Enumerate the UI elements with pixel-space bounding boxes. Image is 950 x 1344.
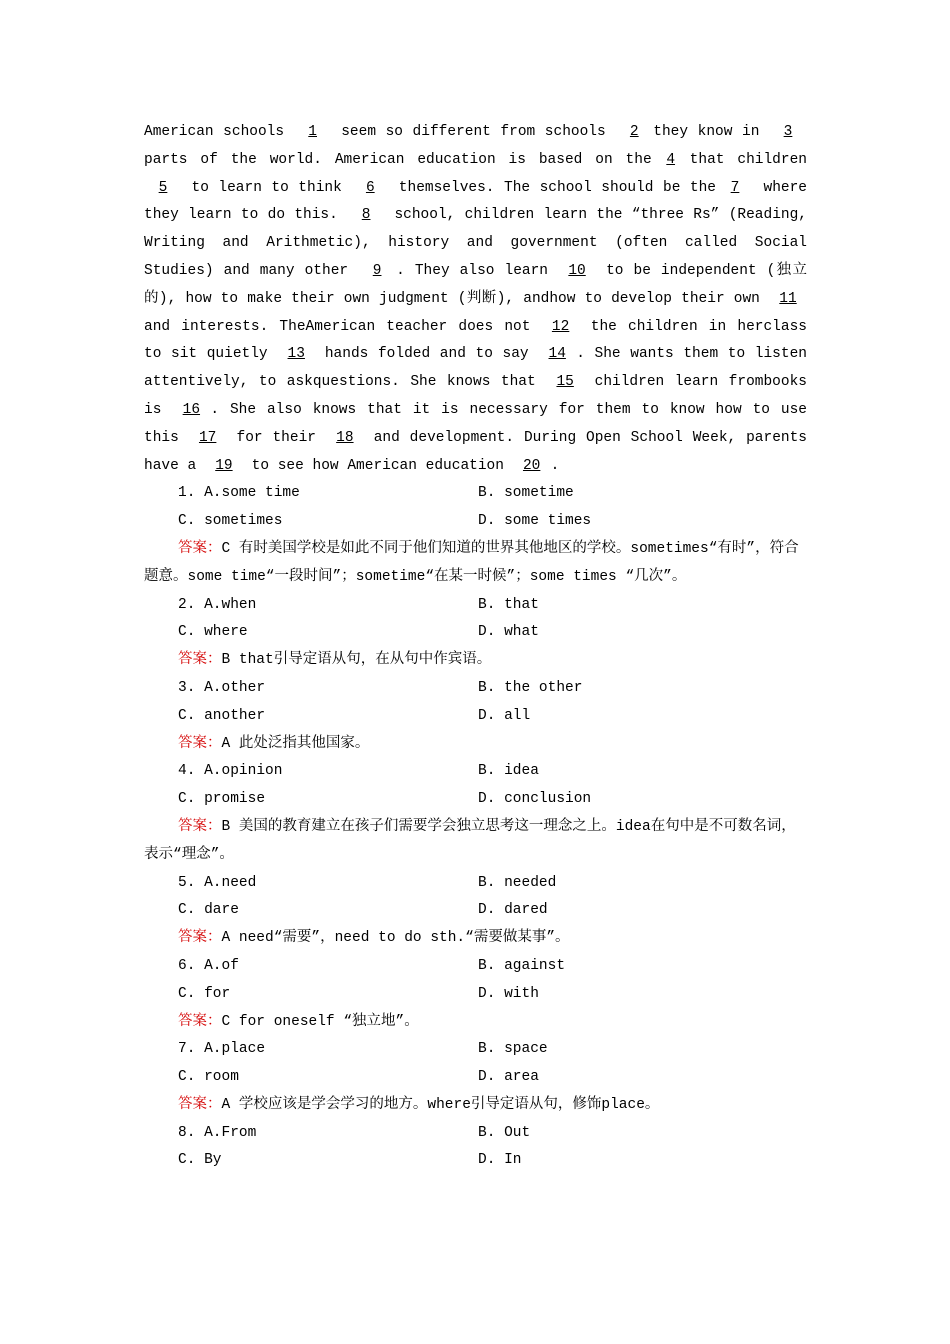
option-b: B. Out bbox=[478, 1124, 531, 1141]
cloze-passage bbox=[144, 119, 807, 480]
question-7-row-ab bbox=[144, 1036, 807, 1064]
answer-text: C for oneself “独立地”。 bbox=[221, 1013, 419, 1030]
answer-text: B 美国的教育建立在孩子们需要学会独立思考这一理念之上。idea在句中是不可数名词，表示“理念”。 bbox=[144, 818, 796, 863]
option-d: D. In bbox=[478, 1152, 522, 1169]
option-d: D. all bbox=[478, 707, 531, 724]
option-a: 5. A.need bbox=[178, 874, 257, 891]
passage-text: school, children learn the “three Rs” (Reading, Writing and Arithmetic), history and government (often called Social Studies) and many other bbox=[144, 207, 808, 279]
blank-19: 19 bbox=[215, 457, 233, 474]
blank-13: 13 bbox=[287, 346, 305, 363]
option-a: 7. A.place bbox=[178, 1041, 266, 1058]
question-6-row-cd bbox=[144, 981, 807, 1009]
passage-text: children learn frombooks is bbox=[144, 374, 807, 418]
blank-5: 5 bbox=[158, 179, 168, 196]
question-4-row-cd bbox=[144, 786, 807, 814]
passage-text: . She wants them to listen attentively, to askquestions. She knows that bbox=[144, 346, 807, 391]
answer-label: 答案： bbox=[178, 1096, 222, 1113]
option-b: B. that bbox=[478, 596, 539, 613]
option-b: B. idea bbox=[478, 763, 539, 780]
question-5-row-cd bbox=[144, 897, 807, 925]
question-3-row-ab bbox=[144, 675, 807, 703]
option-d: D. what bbox=[478, 624, 539, 641]
answer-text: A need“需要”，need to do sth.“需要做某事”。 bbox=[221, 930, 570, 947]
option-c: C. room bbox=[178, 1069, 239, 1086]
passage-text: and interests. TheAmerican teacher does not bbox=[144, 318, 542, 335]
answer-label: 答案： bbox=[178, 930, 222, 947]
blank-2: 2 bbox=[629, 124, 639, 140]
question-5-row-ab bbox=[144, 870, 807, 898]
question-4-row-ab bbox=[144, 758, 807, 786]
question-6-row-ab bbox=[144, 953, 807, 981]
option-b: B. the other bbox=[478, 679, 583, 696]
passage-text: themselves. The school should be the bbox=[389, 179, 716, 196]
passage-text: to be independent (独立的), how to make their own judgment (判断), andhow to develop their own bbox=[144, 262, 807, 307]
blank-7: 7 bbox=[730, 179, 740, 196]
question-7-row-cd bbox=[144, 1064, 807, 1092]
option-a: 6. A.of bbox=[178, 957, 239, 974]
passage-text: . She also knows that it is necessary for them to know how to use this bbox=[144, 401, 807, 446]
answer-label: 答案： bbox=[178, 652, 222, 669]
option-a: 8. A.From bbox=[178, 1124, 257, 1141]
answer-text: A 此处泛指其他国家。 bbox=[221, 735, 370, 752]
answer-label: 答案： bbox=[178, 540, 222, 557]
blank-3: 3 bbox=[783, 124, 793, 140]
option-c: C. another bbox=[178, 707, 266, 724]
answer-1 bbox=[144, 536, 807, 592]
passage-text: and development. During Open School Week, parents have a bbox=[144, 429, 808, 474]
blank-16: 16 bbox=[182, 401, 201, 418]
blank-12: 12 bbox=[551, 318, 570, 335]
answer-4 bbox=[144, 814, 807, 870]
option-a: 2. A.when bbox=[178, 596, 257, 613]
passage-text: they know in bbox=[653, 124, 769, 140]
passage-text: where they learn to do this. bbox=[144, 179, 808, 224]
blank-17: 17 bbox=[198, 429, 217, 446]
question-2-row-ab bbox=[144, 592, 807, 620]
option-b: B. sometime bbox=[478, 485, 574, 502]
option-d: D. conclusion bbox=[478, 791, 592, 808]
option-b: B. against bbox=[478, 957, 566, 974]
blank-11: 11 bbox=[779, 290, 797, 307]
answer-label: 答案： bbox=[178, 1013, 222, 1030]
blank-20: 20 bbox=[522, 457, 541, 474]
option-a: 4. A.opinion bbox=[178, 763, 283, 780]
blank-15: 15 bbox=[556, 374, 574, 391]
option-c: C. promise bbox=[178, 791, 266, 808]
passage-text: . bbox=[550, 457, 560, 474]
option-a: 3. A.other bbox=[178, 679, 266, 696]
blank-18: 18 bbox=[336, 429, 354, 446]
passage-text: that children bbox=[689, 151, 807, 168]
option-c: C. sometimes bbox=[178, 513, 283, 530]
passage-text: for their bbox=[226, 429, 326, 446]
blank-9: 9 bbox=[372, 262, 382, 279]
option-a: 1. A.some time bbox=[178, 485, 300, 502]
answer-7 bbox=[144, 1092, 807, 1120]
document-page bbox=[144, 119, 807, 1175]
answer-6 bbox=[144, 1009, 807, 1037]
answer-2 bbox=[144, 647, 807, 675]
answer-5 bbox=[144, 925, 807, 953]
passage-text: to learn to think bbox=[182, 179, 352, 196]
answer-label: 答案： bbox=[178, 818, 222, 835]
passage-text: the children in herclass to sit quietly bbox=[144, 318, 807, 363]
question-8-row-ab bbox=[144, 1120, 807, 1148]
question-3-row-cd bbox=[144, 703, 807, 731]
question-1-row-ab bbox=[144, 480, 807, 508]
option-c: C. for bbox=[178, 985, 231, 1002]
passage-text: seem so different from schools bbox=[331, 124, 616, 140]
answer-text: A 学校应该是学会学习的地方。where引导定语从句，修饰place。 bbox=[221, 1096, 660, 1113]
passage-text: American schools bbox=[144, 124, 294, 140]
answer-text: B that引导定语从句，在从句中作宾语。 bbox=[221, 652, 492, 669]
answer-3 bbox=[144, 731, 807, 759]
passage-text: hands folded and to say bbox=[315, 346, 539, 363]
passage-text: . They also learn bbox=[396, 262, 559, 279]
question-8-row-cd bbox=[144, 1147, 807, 1175]
blank-10: 10 bbox=[568, 262, 586, 279]
option-c: C. where bbox=[178, 624, 248, 641]
passage-text: parts of the world. American education is based on the bbox=[144, 151, 652, 168]
option-d: D. with bbox=[478, 985, 539, 1002]
blank-1: 1 bbox=[308, 124, 317, 140]
option-d: D. some times bbox=[478, 513, 592, 530]
blank-4: 4 bbox=[666, 151, 676, 168]
option-d: D. dared bbox=[478, 902, 548, 919]
answer-label: 答案： bbox=[178, 735, 222, 752]
passage-text: to see how American education bbox=[242, 457, 513, 474]
blank-8: 8 bbox=[361, 207, 371, 224]
blank-6: 6 bbox=[365, 179, 375, 196]
option-d: D. area bbox=[478, 1069, 539, 1086]
question-1-row-cd bbox=[144, 508, 807, 536]
question-2-row-cd bbox=[144, 619, 807, 647]
option-b: B. needed bbox=[478, 874, 557, 891]
option-b: B. space bbox=[478, 1041, 548, 1058]
answer-text: C 有时美国学校是如此不同于他们知道的世界其他地区的学校。sometimes“有时”，符合题意。some time“一段时间”；sometime“在某一时候”；some times “几次”。 bbox=[144, 540, 799, 585]
option-c: C. By bbox=[178, 1152, 222, 1169]
blank-14: 14 bbox=[548, 346, 566, 363]
option-c: C. dare bbox=[178, 902, 239, 919]
